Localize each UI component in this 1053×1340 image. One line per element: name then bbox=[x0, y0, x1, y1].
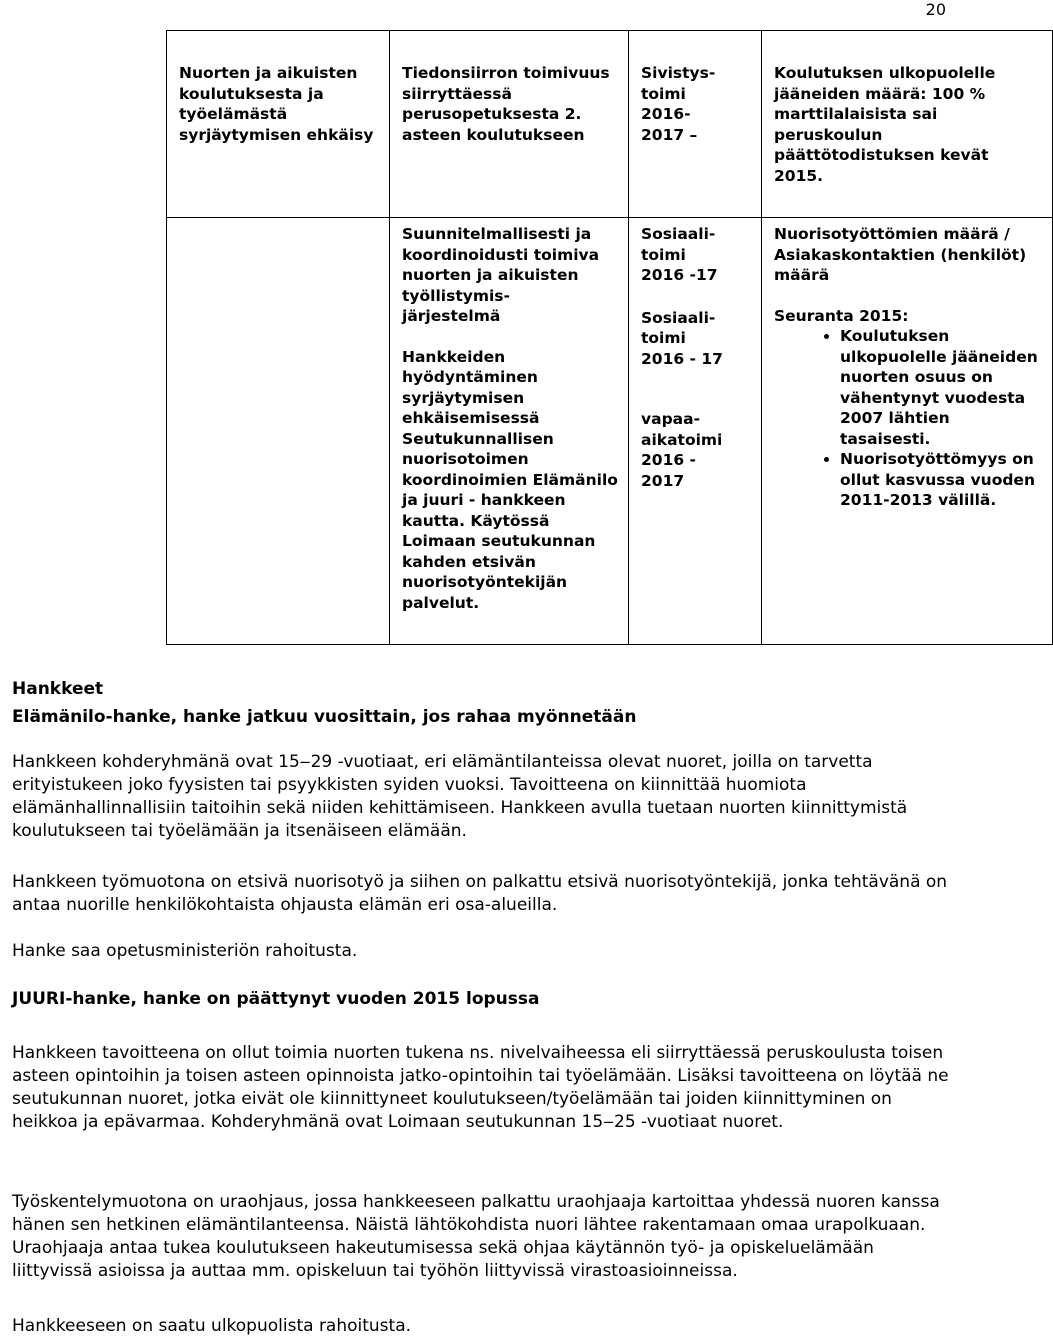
action-cell bbox=[390, 31, 629, 218]
indicator-title: Nuorisotyöttömien määrä / Asiakaskontaktien (henkilöt) määrä bbox=[774, 225, 1027, 284]
paragraph: Hankkeeseen on saatu ulkopuolista rahoitusta. bbox=[12, 1316, 412, 1336]
responsible-text: Sosiaali- toimi 2016 -17 bbox=[641, 225, 718, 284]
followup-label: Seuranta 2015: bbox=[774, 306, 909, 325]
responsible-text: Sosiaali- toimi 2016 - 17 bbox=[641, 308, 723, 368]
action-cell bbox=[390, 218, 629, 645]
indicator-cell bbox=[762, 31, 1053, 218]
responsible-cell bbox=[629, 218, 762, 645]
responsible-text: Sivistys- toimi 2016- 2017 – bbox=[641, 64, 716, 144]
list-item: • Koulutuksen ulkopuolelle jääneiden nuorten osuus on vähentynyt vuodesta 2007 lähtien tasaisesti. bbox=[840, 326, 1042, 449]
paragraph: Hanke saa opetusministeriön rahoitusta. bbox=[12, 941, 358, 961]
action-text: Hankkeiden hyödyntäminen syrjäytymisen ehkäisemisessä Seutukunnallisen nuorisotoimen koordinoimien Elämänilo ja juuri - hankkeen kautta. Käytössä Loimaan seutukunnan kahden etsivän nuorisotyöntekijän palvelut. bbox=[402, 347, 618, 612]
paragraph: Hankkeen tavoitteena on ollut toimia nuorten tukena ns. nivelvaiheessa eli siirryttäessä peruskoulusta toisen asteen opintoihin ja toisen asteen opinnoista jatko-opintoihin tai työelämään. Lisäksi tavoitteena on löytää ne seutukunnan nuoret, jotka eivät ole kiinnittyneet koulutukseen/työelämään tai joiden kiinnittyminen on heikkoa ja epävarmaa. Kohderyhmänä ovat Loimaan seutukunnan 15‒25 -vuotiaat nuoret. bbox=[12, 1043, 949, 1132]
list-item: • Nuorisotyöttömyys on ollut kasvussa vuoden 2011-2013 välillä. bbox=[840, 449, 1042, 511]
elamanilo-heading: Elämänilo-hanke, hanke jatkuu vuosittain, jos rahaa myönnetään bbox=[12, 707, 637, 727]
responsible-text: vapaa- aikatoimi 2016 - 2017 bbox=[641, 410, 723, 490]
goal-text: Nuorten ja aikuisten koulutuksesta ja työelämästä syrjäytymisen ehkäisy bbox=[179, 64, 374, 144]
projects-heading: Hankkeet bbox=[12, 679, 104, 699]
paragraph: Työskentelymuotona on uraohjaus, jossa hankkeeseen palkattu uraohjaaja kartoittaa yhdessä nuoren kanssa hänen sen hetkinen elämäntilanteensa. Näistä lähtökohdista nuori lähtee rakentamaan omaa urapolkuaan. Uraohjaaja antaa tukea koulutukseen hakeutumisessa sekä ohjaa käytännön työ- ja opiskeluelämään liittyvissä asioissa ja auttaa mm. opiskeluun tai työhön liittyvissä virastoasioinneissa. bbox=[12, 1192, 940, 1281]
action-text: Suunnitelmallisesti ja koordinoidusti toimiva nuorten ja aikuisten työllistymis- järjestelmä bbox=[402, 225, 600, 325]
goal-cell-empty bbox=[167, 218, 390, 645]
responsible-cell bbox=[629, 31, 762, 218]
action-text: Tiedonsiirron toimivuus siirryttäessä perusopetuksesta 2. asteen koulutukseen bbox=[402, 64, 610, 144]
followup-list bbox=[774, 326, 1042, 511]
paragraph: Hankkeen kohderyhmänä ovat 15‒29 -vuotiaat, eri elämäntilanteissa olevat nuoret, joilla on tarvetta erityistukeen joko fyysisten tai psyykkisten syiden vuoksi. Tavoitteena on kiinnittää huomiota elämänhallinnallisiin taitoihin sekä niiden kehittämiseen. Hankkeen avulla tuetaan nuorten kiinnittymistä koulutukseen tai työelämään ja itsenäiseen elämään. bbox=[12, 752, 908, 841]
indicator-text: Koulutuksen ulkopuolelle jääneiden määrä: 100 % marttilalaisista sai peruskoulun päättötodistuksen kevät 2015. bbox=[774, 64, 996, 185]
juuri-heading: JUURI-hanke, hanke on päättynyt vuoden 2015 lopussa bbox=[12, 989, 540, 1009]
page-number: 20 bbox=[925, 0, 946, 19]
action-plan-table bbox=[166, 30, 1053, 645]
indicator-cell bbox=[762, 218, 1053, 645]
paragraph: Hankkeen työmuotona on etsivä nuorisotyö ja siihen on palkattu etsivä nuorisotyöntekijä, jonka tehtävänä on antaa nuorille henkilökohtaista ohjausta elämän eri osa-alueilla. bbox=[12, 872, 948, 915]
table-row bbox=[167, 31, 1053, 218]
table-row bbox=[167, 218, 1053, 645]
goal-cell bbox=[167, 31, 390, 218]
